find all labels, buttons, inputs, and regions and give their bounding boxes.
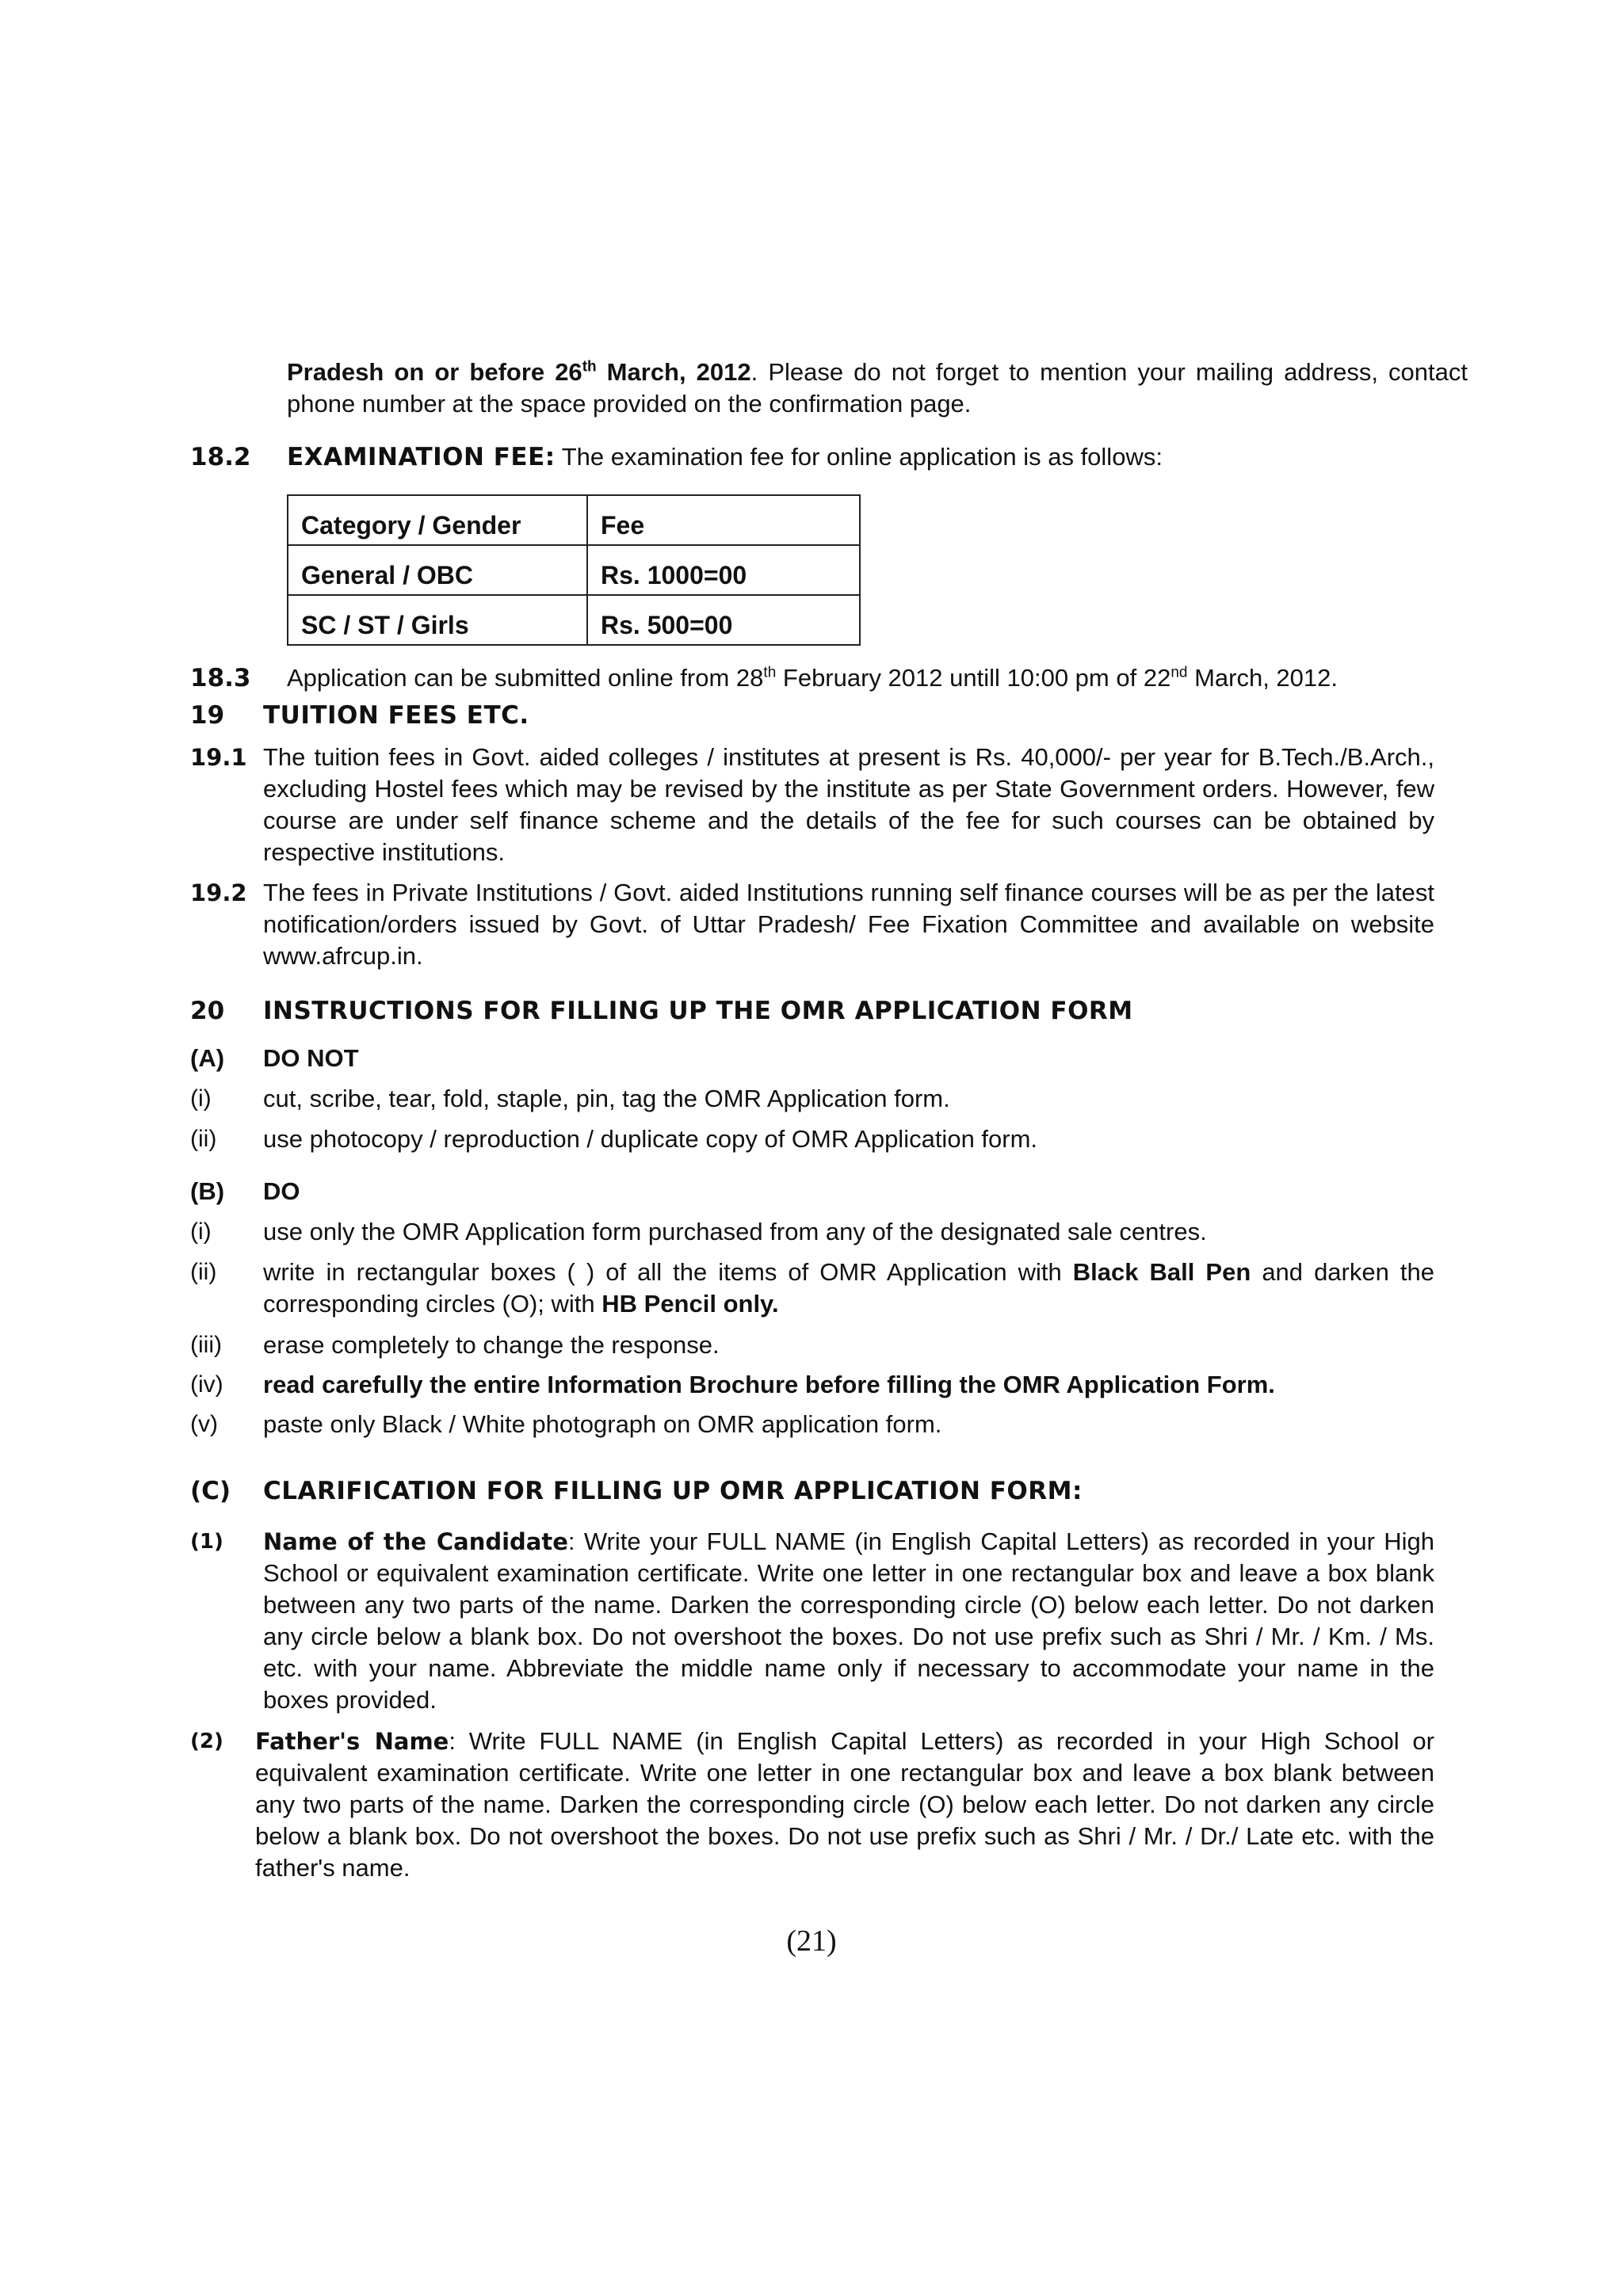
fee-table-cell: Rs. 500=00 [587,595,860,645]
section-a-item-label: (i) [190,1085,212,1112]
section-c-heading: CLARIFICATION FOR FILLING UP OMR APPLICATION FORM: [263,1477,1083,1505]
intro-rest: . Please do not forget to mention your mailing address, contact phone number at the space provided on the confirmation page. [287,358,1468,418]
section-18-2-number: 18.2 [190,443,251,471]
section-19-1-text: The tuition fees in Govt. aided colleges / institutes at present is Rs. 40,000/- per year for B.Tech./B.Arch., excluding Hostel fees which may be revised by the institute as per State Government orders. However, few course are under self finance scheme and the details of the fee for such courses can be obtained by respective institutions. [263,743,1434,866]
section-20-heading: INSTRUCTIONS FOR FILLING UP THE OMR APPLICATION FORM [263,997,1133,1025]
section-a-item-text: cut, scribe, tear, fold, staple, pin, tag the OMR Application form. [263,1085,950,1112]
section-19-heading: TUITION FEES ETC. [263,701,529,730]
section-18-3-sup-1: th [763,664,777,681]
table-row [288,545,860,595]
section-b-item-text: paste only Black / White photograph on OMR application form. [263,1410,942,1438]
section-b-ii-text-2: and darken the corresponding circles (O); with [263,1258,1434,1318]
section-a-item-text: use photocopy / reproduction / duplicate copy of OMR Application form. [263,1125,1038,1153]
section-19-2-text: The fees in Private Institutions / Govt. aided Institutions running self finance courses will be as per the latest notification/orders issued by Govt. of Uttar Pradesh/ Fee Fixation Committee and available on website www.afrcup.in. [263,879,1434,970]
intro-bold-tail: March, 2012 [596,358,751,386]
section-b-item-ii [263,1257,1434,1320]
section-b-label: (B) [190,1177,225,1205]
fee-table-header-row [288,495,860,545]
section-18-3-number-rest: 3 [233,664,251,692]
table-row [288,595,860,645]
page-number: (21) [786,1924,837,1958]
section-18-3-sup-2: nd [1170,664,1188,681]
section-18-3-number-bold: 18. [190,664,234,692]
section-18-2-text: The examination fee for online application is as follows: [555,443,1163,471]
section-b-heading: DO [263,1177,300,1205]
section-c-item-1 [263,1526,1434,1716]
section-18-3-text-2: February 2012 untill 10:00 pm of 22 [776,664,1171,692]
section-b-ii-bold-2: HB Pencil only. [601,1290,779,1318]
section-b-item-label: (i) [190,1219,212,1245]
section-c-item-title: Name of the Candidate [263,1528,568,1555]
fee-table-cell: SC / ST / Girls [288,595,587,645]
section-20-number: 20 [190,997,225,1025]
section-c-label: (C) [190,1477,231,1505]
section-b-item-text: erase completely to change the response. [263,1331,720,1359]
section-c-item-2 [255,1726,1434,1884]
section-c-item-text: : Write your FULL NAME (in English Capital Letters) as recorded in your High School or equivalent examination certificate. Write one letter in one rectangular box and leave a box blank between any two parts of the name. Darken the corresponding circle (O) below each letter. Do not darken any circle below a blank box. Do not overshoot the boxes. Do not use prefix such as Shri / Mr. / Km. / Ms. etc. with your name. Abbreviate the middle name only if necessary to accommodate your name in the boxes provided. [263,1527,1434,1714]
section-18-3-text-3: March, 2012. [1187,664,1338,692]
section-18-2-heading: EXAMINATION FEE: [287,443,556,471]
section-19-number: 19 [190,701,225,730]
section-b-item-text: read carefully the entire Information Brochure before filling the OMR Application Form. [263,1371,1275,1398]
section-a-label: (A) [190,1044,225,1072]
section-19-1-number: 19.1 [190,744,247,771]
fee-table-cell: General / OBC [288,545,587,595]
section-b-ii-bold-1: Black Ball Pen [1072,1258,1251,1286]
section-b-item-label: (iv) [190,1371,223,1398]
section-b-item-text: use only the OMR Application form purchased from any of the designated sale centres. [263,1218,1207,1245]
fee-table-header-fee: Fee [587,495,860,545]
section-c-item-label: (2) [190,1730,223,1753]
section-a-item-label: (ii) [190,1126,217,1152]
section-c-item-label: (1) [190,1530,223,1554]
section-b-item-label: (iii) [190,1332,222,1358]
fee-table-cell: Rs. 1000=00 [587,545,860,595]
section-19-2-number: 19.2 [190,879,247,906]
section-c-item-title: Father's Name [255,1728,449,1755]
section-18-3-number [190,662,251,694]
section-b-item-label: (v) [190,1411,218,1437]
section-b-ii-text-1: write in rectangular boxes ( ) of all the items of OMR Application with [263,1258,1073,1286]
section-18-3 [287,662,1476,694]
intro-paragraph [287,357,1468,420]
section-18-3-text-1: Application can be submitted online from 28 [287,664,764,692]
section-18-2 [287,441,1468,473]
fee-table-header-category: Category / Gender [288,495,587,545]
intro-bold: Pradesh on or before 26 [287,358,582,386]
intro-sup: th [582,358,597,376]
fee-table [287,494,861,646]
section-c-item-text: : Write FULL NAME (in English Capital Letters) as recorded in your High School or equivalent examination certificate. Write one letter in one rectangular box and leave a box blank between any two parts of the name. Darken the corresponding circle (O) below each letter. Do not darken any circle below a blank box. Do not overshoot the boxes. Do not use prefix such as Shri / Mr. / Dr./ Late etc. with the father's name. [255,1727,1434,1882]
section-b-item-label: (ii) [190,1259,217,1285]
section-a-heading: DO NOT [263,1044,359,1072]
